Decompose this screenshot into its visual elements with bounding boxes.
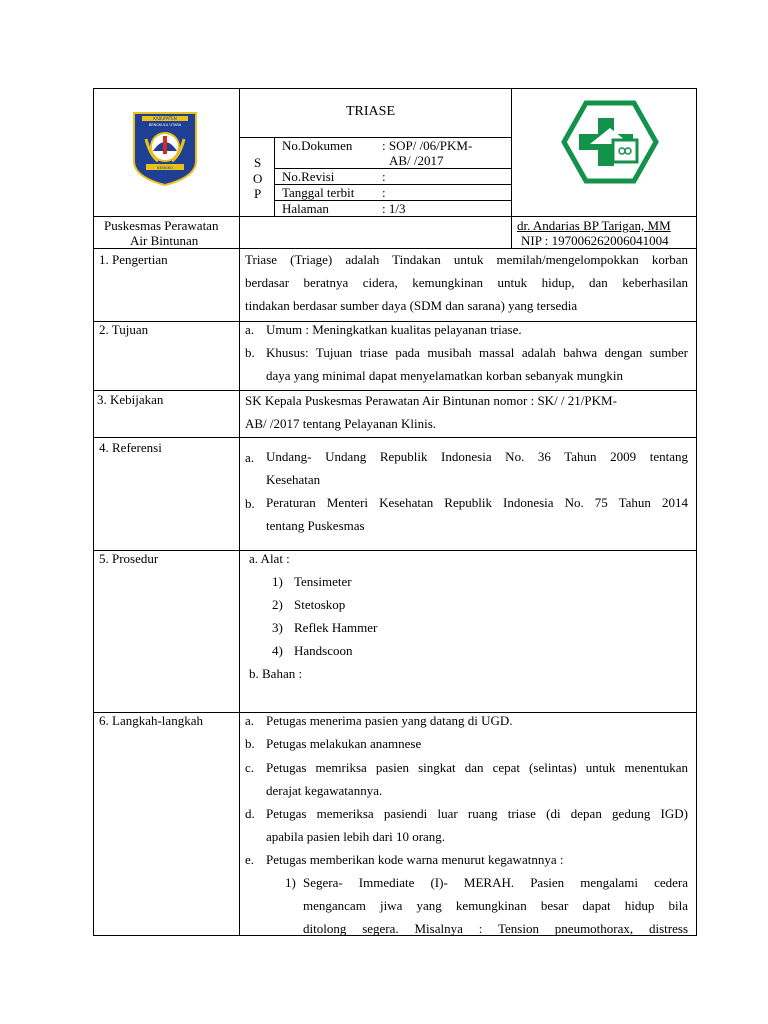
referensi-marker-a: a. xyxy=(245,450,255,465)
langkah-sub-1-line-3: ditolong segera. Misalnya : Tension pneumothorax, distress xyxy=(303,921,688,936)
referensi-a-line-2: Kesehatan xyxy=(266,472,321,487)
langkah-c-text xyxy=(266,756,688,802)
langkah-sub-1-line-2: mengancam jiwa yang kemungkinan besar dapat hidup bila xyxy=(303,898,688,913)
meta-label-halaman: Halaman xyxy=(282,201,329,216)
kebijakan-text xyxy=(245,389,675,435)
prosedur-alat-label: a. Alat : xyxy=(249,551,290,566)
document-title: TRIASE xyxy=(346,104,395,119)
org-name-line-1: Puskesmas Perawatan xyxy=(104,218,219,233)
pengertian-line-2: berdasar beratnya cidera, kemungkinan untuk hidup, dan keberhasilan xyxy=(245,275,688,290)
alat-item-1: Tensimeter xyxy=(294,574,352,589)
sop-letter-o: O xyxy=(253,171,263,186)
meta-value-halaman: : 1/3 xyxy=(382,201,406,216)
langkah-sub-1-text xyxy=(303,871,688,940)
langkah-sub-marker-1: 1) xyxy=(285,875,296,890)
tujuan-marker-a: a. xyxy=(245,322,255,337)
langkah-marker-a: a. xyxy=(245,713,255,728)
sop-vline xyxy=(274,137,275,216)
alat-item-2: Stetoskop xyxy=(294,597,346,612)
meta-value-tanggal-terbit: : xyxy=(382,185,386,200)
langkah-d-line-2: apabila pasien lebih dari 10 orang. xyxy=(266,829,446,844)
meta-value-no-dokumen: : SOP/ /06/PKM- xyxy=(382,138,473,153)
regency-logo-bottom-text: BENGKO xyxy=(156,165,174,170)
header-vline-right xyxy=(511,88,512,248)
langkah-marker-c: c. xyxy=(245,760,255,775)
langkah-marker-e: e. xyxy=(245,852,255,867)
tujuan-marker-b: b. xyxy=(245,345,255,360)
meta-value-no-revisi: : xyxy=(382,169,386,184)
tujuan-a-line-1: Umum : Meningkatkan kualitas pelayanan triase. xyxy=(266,322,522,337)
section-label-kebijakan: 3. Kebijakan xyxy=(97,392,164,407)
section-label-langkah: 6. Langkah-langkah xyxy=(99,713,203,728)
row-line-3 xyxy=(93,437,697,438)
kebijakan-line-1: SK Kepala Puskesmas Perawatan Air Bintunan nomor : SK/ / 21/PKM- xyxy=(245,393,617,408)
signer-name: dr. Andarias BP Tarigan, MM xyxy=(517,218,671,233)
referensi-b-text xyxy=(266,491,688,537)
langkah-c-line-2: derajat kegawatannya. xyxy=(266,783,383,798)
meta-label-no-dokumen: No.Dokumen xyxy=(282,138,353,153)
alat-marker-2: 2) xyxy=(272,597,283,612)
puskesmas-logo xyxy=(560,100,660,184)
table-border-top xyxy=(93,88,697,89)
tujuan-b-line-1: Khusus: Tujuan triase pada musibah massal adalah bahwa dengan sumber xyxy=(266,345,688,360)
pengertian-text xyxy=(245,248,688,317)
kebijakan-line-2: AB/ /2017 tentang Pelayanan Klinis. xyxy=(245,416,437,431)
section-label-pengertian: 1. Pengertian xyxy=(99,252,168,267)
regency-logo xyxy=(132,111,198,187)
pengertian-line-1: Triase (Triage) adalah Tindakan untuk memilah/mengelompokkan korban xyxy=(245,252,688,267)
referensi-a-text xyxy=(266,445,688,491)
row-line-4 xyxy=(93,550,697,551)
alat-item-4: Handscoon xyxy=(294,643,353,658)
pengertian-line-3: tindakan berdasar sumber daya (SDM dan sarana) yang tersedia xyxy=(245,298,578,313)
regency-logo-sub-text: BENGKULU UTARA xyxy=(148,123,182,127)
sop-letter-p: P xyxy=(254,186,262,201)
referensi-marker-b: b. xyxy=(245,496,255,511)
langkah-e-line-1: Petugas memberikan kode warna menurut kegawatnnya : xyxy=(266,852,564,867)
header-vline-left xyxy=(239,88,240,248)
org-name-line-2: Air Bintunan xyxy=(130,233,199,248)
meta-value-no-dokumen-2: AB/ /2017 xyxy=(389,153,444,168)
referensi-b-line-1: Peraturan Menteri Kesehatan Republik Indonesia No. 75 Tahun 2014 xyxy=(266,495,688,510)
signer-nip: NIP : 197006262006041004 xyxy=(521,233,669,248)
section-label-referensi: 4. Referensi xyxy=(99,440,162,455)
alat-marker-4: 4) xyxy=(272,643,283,658)
meta-label-no-revisi: No.Revisi xyxy=(282,169,335,184)
sop-letter-s: S xyxy=(254,155,262,170)
langkah-a-line-1: Petugas menerima pasien yang datang di UGD. xyxy=(266,713,513,728)
langkah-d-text xyxy=(266,802,688,848)
body-vline xyxy=(239,248,240,936)
alat-marker-3: 3) xyxy=(272,620,283,635)
langkah-marker-d: d. xyxy=(245,806,255,821)
section-label-tujuan: 2. Tujuan xyxy=(99,322,149,337)
tujuan-b-text xyxy=(266,341,688,387)
regency-logo-top-text: KABUPATEN xyxy=(153,116,177,121)
prosedur-bahan-label: b. Bahan : xyxy=(249,666,303,681)
langkah-marker-b: b. xyxy=(245,736,255,751)
alat-item-3: Reflek Hammer xyxy=(294,620,378,635)
langkah-sub-1-line-1: Segera- Immediate (I)- MERAH. Pasien mengalami cedera xyxy=(303,875,688,890)
langkah-b-line-1: Petugas melakukan anamnese xyxy=(266,736,422,751)
langkah-c-line-1: Petugas memriksa pasien singkat dan cepat (selintas) untuk menentukan xyxy=(266,760,688,775)
meta-label-tanggal-terbit: Tanggal terbit xyxy=(282,185,355,200)
referensi-a-line-1: Undang- Undang Republik Indonesia No. 36 Tahun 2009 tentang xyxy=(266,449,688,464)
referensi-b-line-2: tentang Puskesmas xyxy=(266,518,365,533)
alat-marker-1: 1) xyxy=(272,574,283,589)
tujuan-b-line-2: daya yang minimal dapat menyelamatkan korban sebanyak mungkin xyxy=(266,368,624,383)
section-label-prosedur: 5. Prosedur xyxy=(99,551,159,566)
langkah-d-line-1: Petugas memeriksa pasiendi luar ruang triase (di depan gedung IGD) xyxy=(266,806,688,821)
